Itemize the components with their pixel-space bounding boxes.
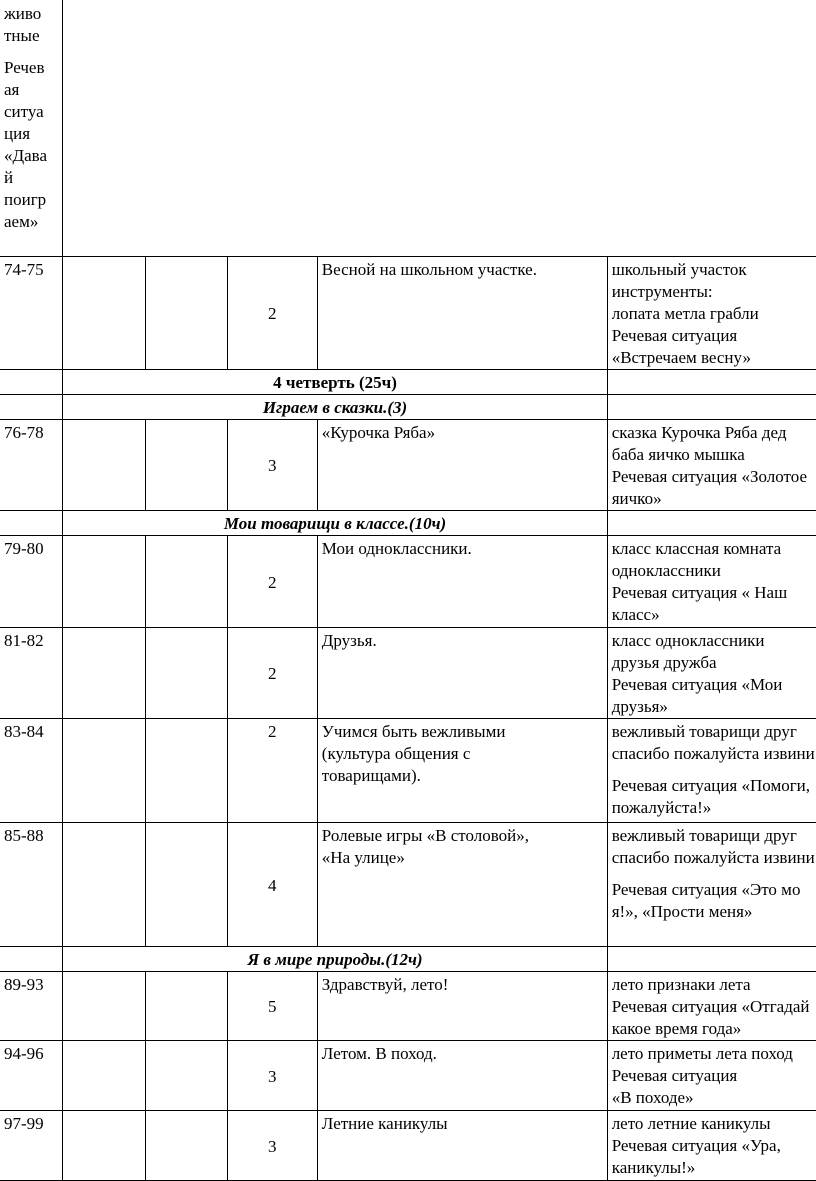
- text-line: аем»: [4, 212, 39, 231]
- text-line: Мои одноклассники.: [321, 539, 472, 558]
- lesson-number: 94-96: [0, 1041, 63, 1111]
- table-row: [0, 257, 816, 370]
- text-line: «Встречаем весну»: [611, 348, 751, 367]
- table-row: [0, 628, 816, 719]
- text-line: Речевая ситуация « Наш: [611, 583, 788, 602]
- topic-cell: [317, 257, 607, 370]
- text-line: лопата метла грабли: [611, 304, 759, 323]
- text-line: ая: [4, 80, 20, 99]
- empty-cell: [146, 628, 228, 719]
- empty-cell: [0, 947, 63, 972]
- hours-cell: 2: [227, 628, 317, 719]
- empty-cell: [63, 1111, 146, 1181]
- empty-cell: [607, 370, 816, 395]
- lesson-number: 79-80: [0, 536, 63, 628]
- text-line: лето признаки лета: [611, 975, 751, 994]
- empty-cell: [0, 370, 63, 395]
- text-line: спасибо пожалуйста извини: [611, 848, 815, 867]
- empty-cell: [146, 1041, 228, 1111]
- table-row: [0, 420, 816, 511]
- vocabulary-cell: [607, 257, 816, 370]
- empty-cell: [63, 823, 146, 947]
- text-line: Речевая ситуация «Помоги,: [611, 776, 811, 795]
- text-line: «На улице»: [321, 848, 405, 867]
- hours-cell: 2: [227, 257, 317, 370]
- lesson-number: 85-88: [0, 823, 63, 947]
- text-line: ситуа: [4, 102, 44, 121]
- text-line: поигр: [4, 190, 47, 209]
- text-line: Друзья.: [321, 631, 377, 650]
- text-line: друзья дружба: [611, 653, 717, 672]
- empty-cell: [63, 536, 146, 628]
- text-line: живо: [4, 4, 42, 23]
- text-line: Речев: [4, 58, 45, 77]
- text-line: Речевая ситуация «Мои: [611, 675, 783, 694]
- text-line: Речевая ситуация: [611, 326, 738, 345]
- table-row: [0, 972, 816, 1041]
- text-line: класс»: [611, 605, 660, 624]
- hours-cell: 2: [227, 719, 317, 823]
- text-line: Учимся быть вежливыми: [321, 722, 506, 741]
- lesson-number: 83-84: [0, 719, 63, 823]
- text-line: пожалуйста!»: [611, 798, 712, 817]
- empty-cell: [146, 1111, 228, 1181]
- section-row: [0, 511, 816, 536]
- topic-cell: [317, 1041, 607, 1111]
- empty-cell: [63, 257, 146, 370]
- empty-cell: [63, 972, 146, 1041]
- table-row-continuation: [0, 0, 816, 257]
- topic-cell: [317, 536, 607, 628]
- empty-cell: [146, 972, 228, 1041]
- vocabulary-cell: [607, 1111, 816, 1181]
- section-row: [0, 370, 816, 395]
- vocabulary-cell: [607, 628, 816, 719]
- topic-cell: [317, 823, 607, 947]
- empty-cell: [146, 719, 228, 823]
- text-line: ция: [4, 124, 31, 143]
- hours-cell: 2: [227, 536, 317, 628]
- text-line: Речевая ситуация «Ура,: [611, 1136, 781, 1155]
- text-line: одноклассники: [611, 561, 721, 580]
- lesson-number: 97-99: [0, 1111, 63, 1181]
- empty-cell: [146, 823, 228, 947]
- vocabulary-cell: [607, 719, 816, 823]
- empty-cell: [607, 511, 816, 536]
- empty-cell: [146, 536, 228, 628]
- empty-cell: [0, 395, 63, 420]
- section-row: [0, 395, 816, 420]
- text-line: вежливый товарищи друг: [611, 826, 797, 845]
- topic-continuation-cell: [0, 0, 63, 257]
- section-title: Я в мире природы.(12ч): [63, 947, 607, 972]
- topic-cell: [317, 719, 607, 823]
- text-line: яичко»: [611, 489, 662, 508]
- text-line: друзья»: [611, 697, 668, 716]
- text-line: я!», «Прости меня»: [611, 902, 753, 921]
- lesson-number: 76-78: [0, 420, 63, 511]
- text-line: (культура общения с: [321, 744, 471, 763]
- text-line: тные: [4, 26, 40, 45]
- vocabulary-cell: [607, 972, 816, 1041]
- table-row: [0, 536, 816, 628]
- table-row: [0, 1041, 816, 1111]
- empty-cell: [63, 628, 146, 719]
- text-line: «Дава: [4, 146, 47, 165]
- text-line: Весной на школьном участке.: [321, 260, 537, 279]
- text-line: Летом. В поход.: [321, 1044, 437, 1063]
- section-row: [0, 947, 816, 972]
- text-line: вежливый товарищи друг: [611, 722, 797, 741]
- empty-cell: [63, 1041, 146, 1111]
- text-line: сказка Курочка Ряба дед: [611, 423, 787, 442]
- lesson-number: 74-75: [0, 257, 63, 370]
- empty-cell: [0, 511, 63, 536]
- text-line: класс одноклассники: [611, 631, 765, 650]
- hours-cell: 5: [227, 972, 317, 1041]
- text-line: лето летние каникулы: [611, 1114, 771, 1133]
- hours-cell: 3: [227, 1041, 317, 1111]
- text-line: «В походе»: [611, 1088, 694, 1107]
- lesson-number: 89-93: [0, 972, 63, 1041]
- empty-cell: [146, 257, 228, 370]
- text-line: Ролевые игры «В столовой»,: [321, 826, 529, 845]
- text-line: какое время года»: [611, 1019, 742, 1038]
- empty-cell: [607, 395, 816, 420]
- topic-cell: [317, 628, 607, 719]
- empty-cell: [63, 420, 146, 511]
- text-line: класс классная комната: [611, 539, 782, 558]
- text-line: Здравствуй, лето!: [321, 975, 449, 994]
- table-row: [0, 1111, 816, 1181]
- text-line: Речевая ситуация «Золотое: [611, 467, 808, 486]
- section-title: Играем в сказки.(3): [63, 395, 607, 420]
- text-line: Речевая ситуация «Отгадай: [611, 997, 810, 1016]
- hours-cell: 3: [227, 420, 317, 511]
- text-line: баба яичко мышка: [611, 445, 745, 464]
- vocabulary-cell: [607, 420, 816, 511]
- empty-cell: [146, 420, 228, 511]
- topic-cell: [317, 972, 607, 1041]
- text-line: инструменты:: [611, 282, 713, 301]
- hours-cell: 4: [227, 823, 317, 947]
- vocabulary-cell: [607, 1041, 816, 1111]
- text-line: спасибо пожалуйста извини: [611, 744, 815, 763]
- table-row: [0, 719, 816, 823]
- text-line: товарищами).: [321, 766, 421, 785]
- empty-cell: [607, 947, 816, 972]
- hours-cell: 3: [227, 1111, 317, 1181]
- empty-cell: [63, 0, 816, 257]
- text-line: «Курочка Ряба»: [321, 423, 436, 442]
- text-line: лето приметы лета поход: [611, 1044, 793, 1063]
- section-title: Мои товарищи в классе.(10ч): [63, 511, 607, 536]
- empty-cell: [63, 719, 146, 823]
- table-row: [0, 823, 816, 947]
- text-line: й: [4, 168, 14, 187]
- text-line: школьный участок: [611, 260, 747, 279]
- text-line: Речевая ситуация «Это мо: [611, 880, 801, 899]
- vocabulary-cell: [607, 823, 816, 947]
- topic-cell: [317, 420, 607, 511]
- topic-cell: [317, 1111, 607, 1181]
- lesson-number: 81-82: [0, 628, 63, 719]
- text-line: Речевая ситуация: [611, 1066, 738, 1085]
- section-title: 4 четверть (25ч): [63, 370, 607, 395]
- text-line: каникулы!»: [611, 1158, 696, 1177]
- text-line: Летние каникулы: [321, 1114, 448, 1133]
- vocabulary-cell: [607, 536, 816, 628]
